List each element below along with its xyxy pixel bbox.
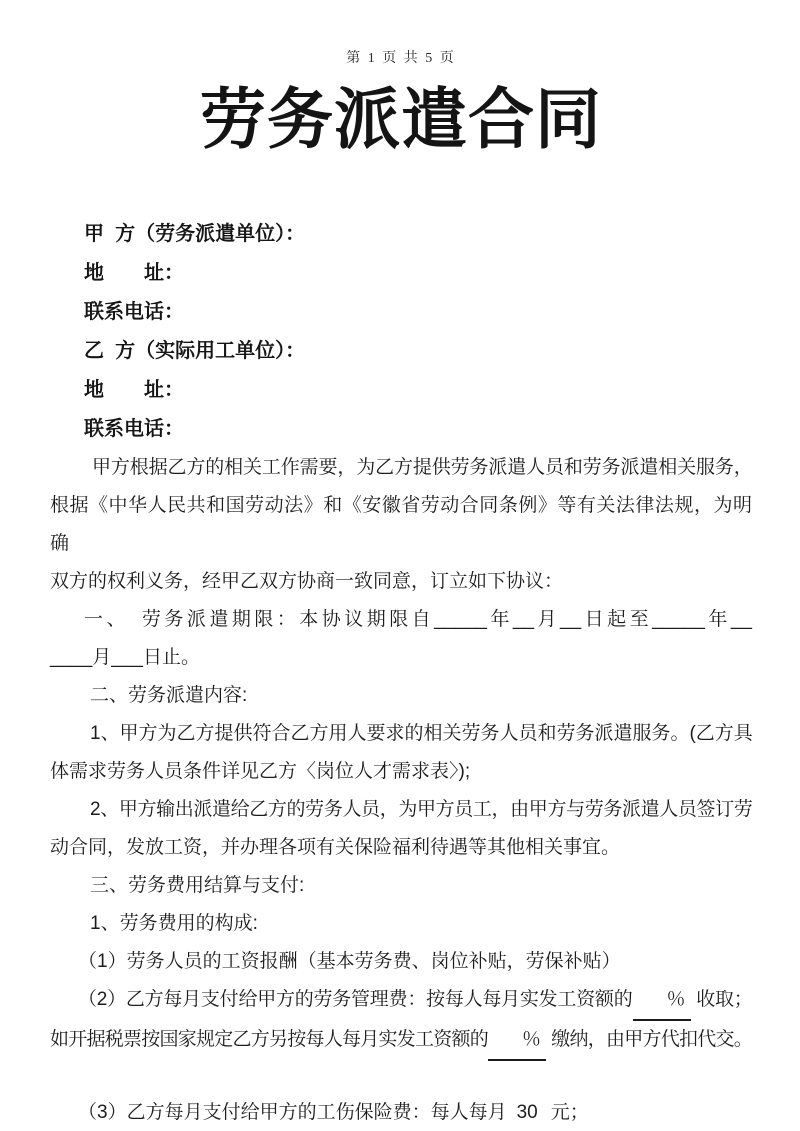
party-b-address-label: 地 址： <box>84 379 184 401</box>
term-clause-line: ____月___日止。 <box>50 647 200 668</box>
intro-paragraph-line: 双方的权利义务，经甲乙双方协商一致同意，订立如下协议： <box>50 571 564 592</box>
clause-item-2-line: 2、甲方输出派遣给乙方的劳务人员，为甲方员工，由甲方与劳务派遣人员签订劳 <box>90 799 752 820</box>
clause-item-1-line: 体需求劳务人员条件详见乙方〈岗位人才需求表〉); <box>50 761 471 782</box>
fee-item-management-text: 收取； <box>695 989 752 1010</box>
contract-title: 劳务派遣合同 <box>200 82 602 156</box>
fee-item-management-text: （2）乙方每月支付给甲方的劳务管理费：按每人每月实发工资额的 <box>78 989 633 1010</box>
party-a-label: 甲 方（劳务派遣单位）： <box>84 223 306 245</box>
clause-item-1-line: 1、甲方为乙方提供符合乙方用人要求的相关劳务人员和劳务派遣服务。(乙方具 <box>90 723 752 744</box>
content-clause-heading: 二、劳务派遣内容: <box>90 685 248 706</box>
fee-item-injury-insurance-text: （3）乙方每月支付给甲方的工伤保险费：每人每月 <box>78 1102 507 1123</box>
injury-insurance-amount: 30 <box>507 1094 548 1131</box>
management-fee-rate-blank: ％ <box>633 981 691 1021</box>
tax-rate-blank: ％ <box>488 1021 546 1061</box>
fee-item-tax-text: 如开据税票按国家规定乙方另按每人每月实发工资额的 <box>50 1029 489 1050</box>
fee-item-injury-insurance-text: 元； <box>550 1102 589 1123</box>
fee-item-tax <box>50 1021 752 1061</box>
party-a-phone-label: 联系电话： <box>84 301 184 323</box>
page-number: 第 1 页 共 5 页 <box>346 51 456 66</box>
party-b-label: 乙 方（实际用工单位）： <box>84 340 306 362</box>
fee-item-wages: （1）劳务人员的工资报酬（基本劳务费、岗位补贴，劳保补贴） <box>78 951 621 972</box>
fee-item-management <box>50 981 752 1021</box>
fee-composition-heading: 1、劳务费用的构成: <box>90 913 258 934</box>
fee-item-tax-text: 缴纳，由甲方代扣代交。 <box>551 1029 752 1050</box>
term-clause-line: 一、 劳务派遣期限：本协议期限自_____年__月__日起至_____年__ <box>84 609 752 630</box>
intro-paragraph-line: 根据《中华人民共和国劳动法》和《安徽省劳动合同条例》等有关法律法规，为明确 <box>50 495 752 554</box>
contract-body <box>50 449 752 1131</box>
parties-block <box>84 215 752 449</box>
party-b-phone-label: 联系电话： <box>84 418 184 440</box>
fees-clause-heading: 三、劳务费用结算与支付: <box>90 875 305 896</box>
intro-paragraph-line: 甲方根据乙方的相关工作需要，为乙方提供劳务派遣人员和劳务派遣相关服务， <box>92 457 752 478</box>
clause-item-2-line: 动合同，发放工资，并办理各项有关保险福利待遇等其他相关事宜。 <box>50 837 621 858</box>
fee-item-injury-insurance <box>50 1094 752 1131</box>
party-a-address-label: 地 址： <box>84 262 184 284</box>
